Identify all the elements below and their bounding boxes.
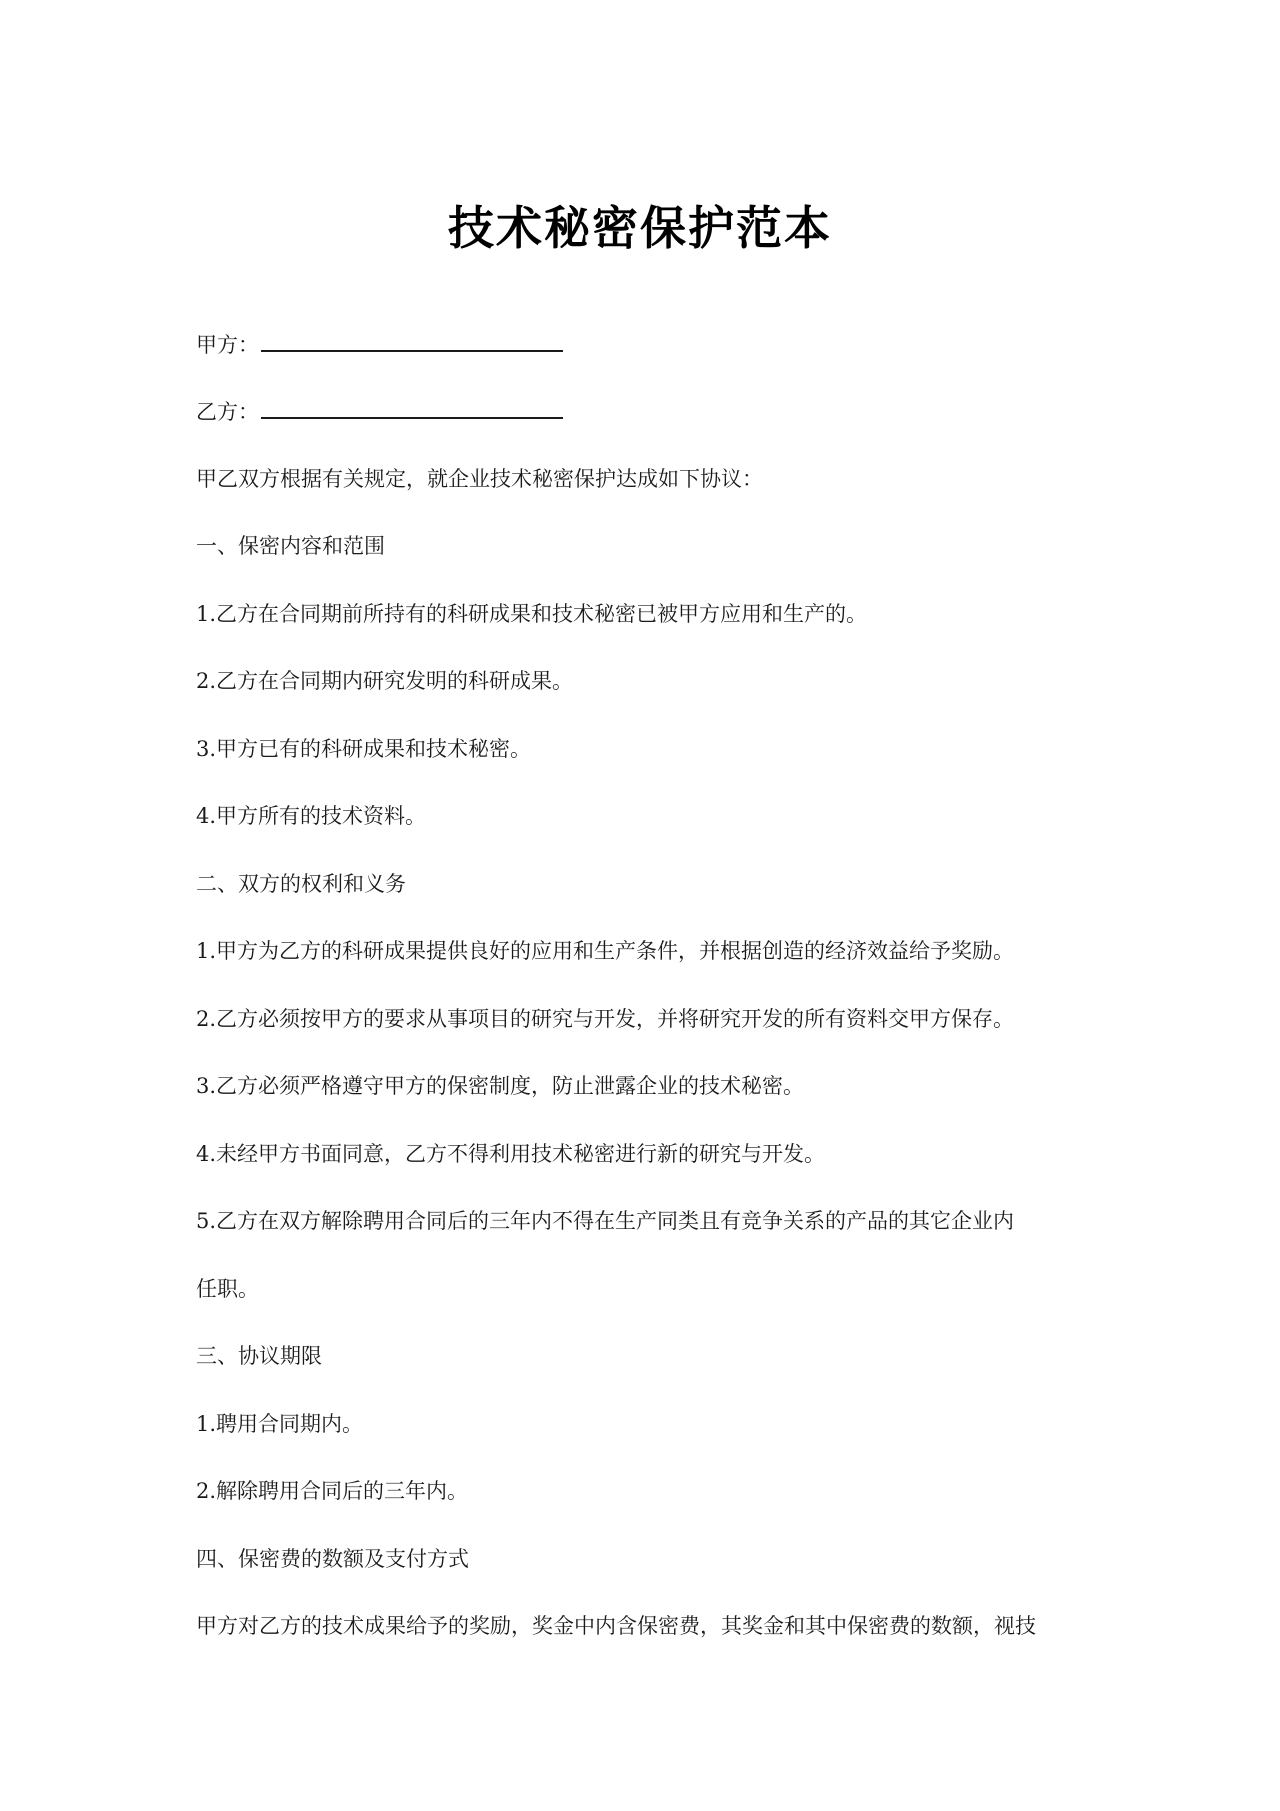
party-a-label: 甲方： xyxy=(196,333,259,357)
section3-item: 1.聘用合同期内。 xyxy=(196,1412,364,1436)
section2-item: 2.乙方必须按甲方的要求从事项目的研究与开发，并将研究开发的所有资料交甲方保存。 xyxy=(196,1007,1015,1031)
document-title: 技术秘密保护范本 xyxy=(448,201,832,255)
section2-heading: 二、双方的权利和义务 xyxy=(196,872,406,896)
section1-item: 3.甲方已有的科研成果和技术秘密。 xyxy=(196,737,532,761)
section1-item: 4.甲方所有的技术资料。 xyxy=(196,804,427,828)
party-a-line xyxy=(196,328,1096,361)
party-a-blank-field[interactable] xyxy=(261,328,563,352)
section2-item: 5.乙方在双方解除聘用合同后的三年内不得在生产同类且有竞争关系的产品的其它企业内 xyxy=(196,1209,1015,1233)
section1-item: 2.乙方在合同期内研究发明的科研成果。 xyxy=(196,669,574,693)
section1-item: 1.乙方在合同期前所持有的科研成果和技术秘密已被甲方应用和生产的。 xyxy=(196,602,868,626)
intro-paragraph: 甲乙双方根据有关规定，就企业技术秘密保护达成如下协议： xyxy=(196,467,763,491)
party-b-line xyxy=(196,395,1096,428)
section4-paragraph: 甲方对乙方的技术成果给予的奖励，奖金中内含保密费，其奖金和其中保密费的数额，视技 xyxy=(196,1614,1036,1638)
section2-item: 3.乙方必须严格遵守甲方的保密制度，防止泄露企业的技术秘密。 xyxy=(196,1074,805,1098)
section3-heading: 三、协议期限 xyxy=(196,1344,322,1368)
section2-item: 1.甲方为乙方的科研成果提供良好的应用和生产条件，并根据创造的经济效益给予奖励。 xyxy=(196,939,1015,963)
party-b-blank-field[interactable] xyxy=(261,395,563,419)
section4-heading: 四、保密费的数额及支付方式 xyxy=(196,1547,469,1571)
section3-item: 2.解除聘用合同后的三年内。 xyxy=(196,1479,469,1503)
section2-item-continuation: 任职。 xyxy=(196,1277,259,1301)
section2-item: 4.未经甲方书面同意，乙方不得利用技术秘密进行新的研究与开发。 xyxy=(196,1142,826,1166)
section1-heading: 一、保密内容和范围 xyxy=(196,534,385,558)
party-b-label: 乙方： xyxy=(196,400,259,424)
